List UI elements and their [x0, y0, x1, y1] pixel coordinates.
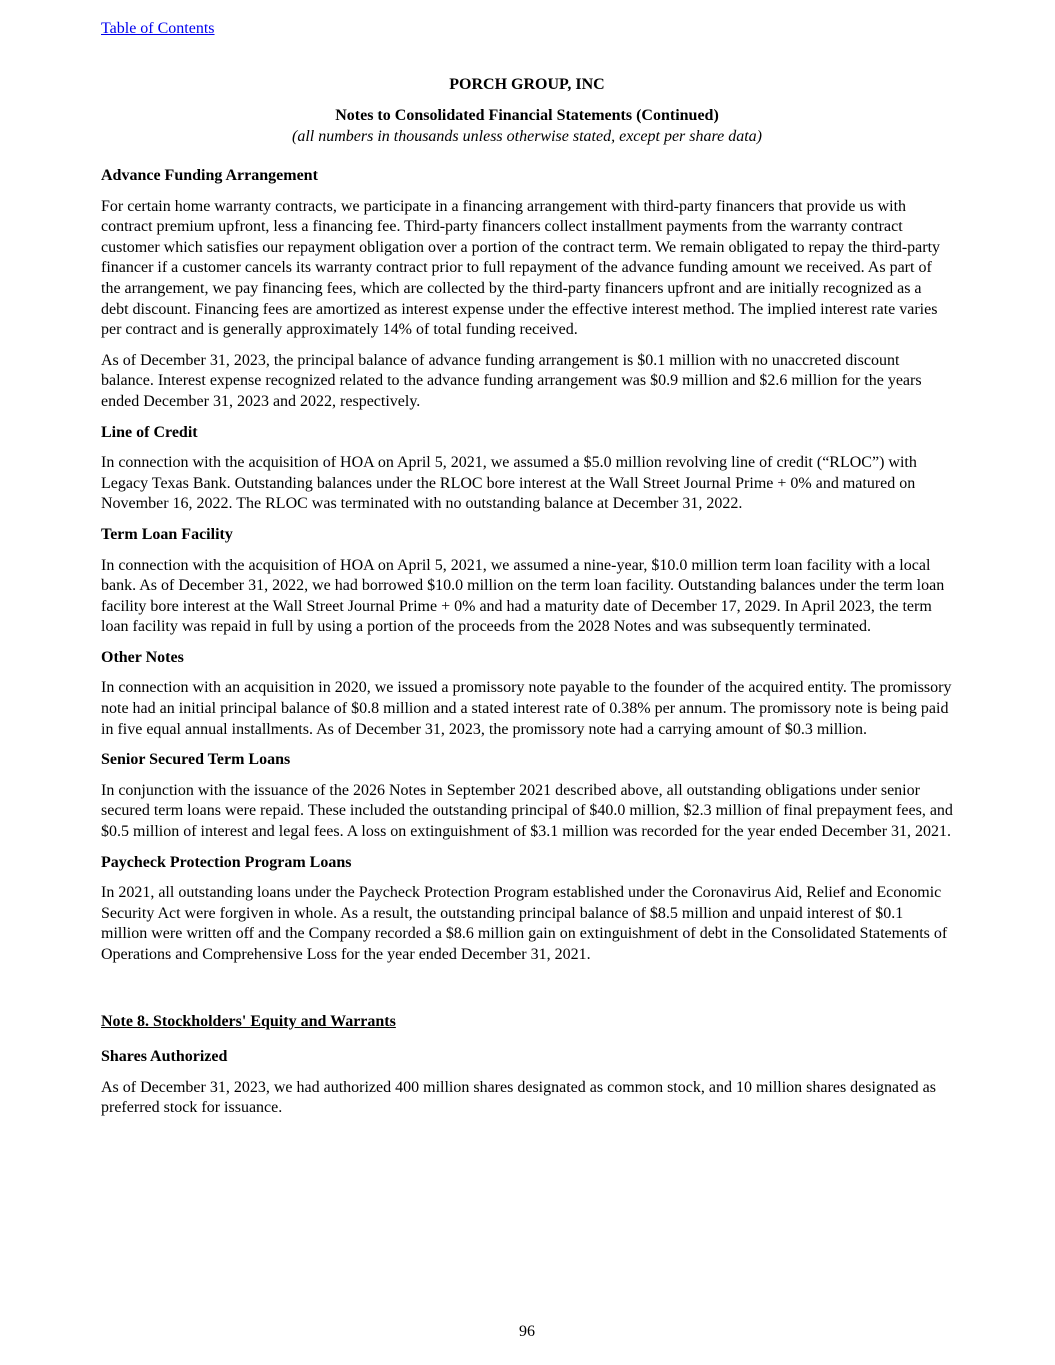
section-heading-line-of-credit: Line of Credit [101, 423, 198, 441]
senior-secured-paragraph: In conjunction with the issuance of the 2026 Notes in September 2021 described above, all outstanding obligations under senior secured term loans were repaid. These included the outstanding principal of $40.0 million, $2.3 million of final prepayment fees, and $0.5 million of interest and legal fees. A loss on extinguishment of $3.1 million was recorded for the year ended December 31, 2021. [101, 781, 953, 841]
section-heading-ppp-loans: Paycheck Protection Program Loans [101, 853, 352, 871]
company-name: PORCH GROUP, INC [449, 76, 605, 93]
other-notes-paragraph: In connection with an acquisition in 2020, we issued a promissory note payable to the founder of the acquired entity. The promissory note had an initial principal balance of $0.8 million and a stated interest rate of 0.38% per annum. The promissory note is being paid in five equal annual installments. As of December 31, 2023, the promissory note had a carrying amount of $0.3 million. [101, 679, 952, 738]
ppp-loans-paragraph: In 2021, all outstanding loans under the Paycheck Protection Program established under the Coronavirus Aid, Relief and Economic Security Act were forgiven in whole. As a result, the outstanding principal balance of $8.5 million and unpaid interest of $0.1 million were written off and the Company recorded a $8.6 million gain on extinguishment of debt in the Consolidated Statements of Operations and Comprehensive Loss for the year ended December 31, 2021. [101, 884, 948, 963]
note-8-heading: Note 8. Stockholders' Equity and Warrants [101, 1012, 396, 1030]
table-of-contents-link[interactable]: Table of Contents [101, 20, 215, 37]
section-heading-advance-funding: Advance Funding Arrangement [101, 167, 318, 184]
advance-funding-paragraph-1: For certain home warranty contracts, we participate in a financing arrangement with third-party financers that provide us with contract premium upfront, less a financing fee. Third-party financers collect installment payments from the warranty contract customer which satisfies our repayment obligation over a portion of the contract term. We remain obligated to repay the third-party financer if a customer cancels its warranty contract prior to full repayment of the advance funding amount we received. As part of the arrangement, we pay financing fees, which are collected by the third-party financers upfront and are initially recognized as a debt discount. Financing fees are amortized as interest expense under the effective interest method. The implied interest rate varies per contract and is generally approximately 14% of total funding received. [101, 197, 941, 339]
document-body [101, 166, 953, 1129]
advance-funding-paragraph-2: As of December 31, 2023, the principal balance of advance funding arrangement is $0.1 million with no unaccreted discount balance. Interest expense recognized related to the advance funding arrangement was $0.9 million and $2.6 million for the years ended December 31, 2023 and 2022, respectively. [101, 351, 922, 410]
page-number: 96 [519, 1323, 535, 1340]
section-heading-shares-authorized: Shares Authorized [101, 1048, 228, 1066]
notes-title: Notes to Consolidated Financial Statements (Continued) [335, 107, 719, 124]
section-heading-senior-secured: Senior Secured Term Loans [101, 751, 291, 769]
section-heading-other-notes: Other Notes [101, 648, 184, 666]
shares-authorized-paragraph: As of December 31, 2023, we had authorized 400 million shares designated as common stock, and 10 million shares designated as preferred stock for issuance. [101, 1078, 936, 1117]
notes-subtitle: (all numbers in thousands unless otherwise stated, except per share data) [291, 128, 763, 145]
line-of-credit-paragraph: In connection with the acquisition of HOA on April 5, 2021, we assumed a $5.0 million revolving line of credit (“RLOC”) with Legacy Texas Bank. Outstanding balances under the RLOC bore interest at the Wall Street Journal Prime + 0% and matured on November 16, 2022. The RLOC was terminated with no outstanding balance at December 31, 2022. [101, 454, 917, 513]
term-loan-paragraph: In connection with the acquisition of HOA on April 5, 2021, we assumed a nine-year, $10.0 million term loan facility with a local bank. As of December 31, 2022, we had borrowed $10.0 million on the term loan facility. Outstanding balances under the term loan facility bore interest at the Wall Street Journal Prime + 0% and had a maturity date of December 17, 2029. In April 2023, the term loan facility was repaid in full by using a portion of the proceeds from the 2028 Notes and was subsequently terminated. [101, 556, 945, 636]
section-heading-term-loan: Term Loan Facility [101, 525, 233, 543]
